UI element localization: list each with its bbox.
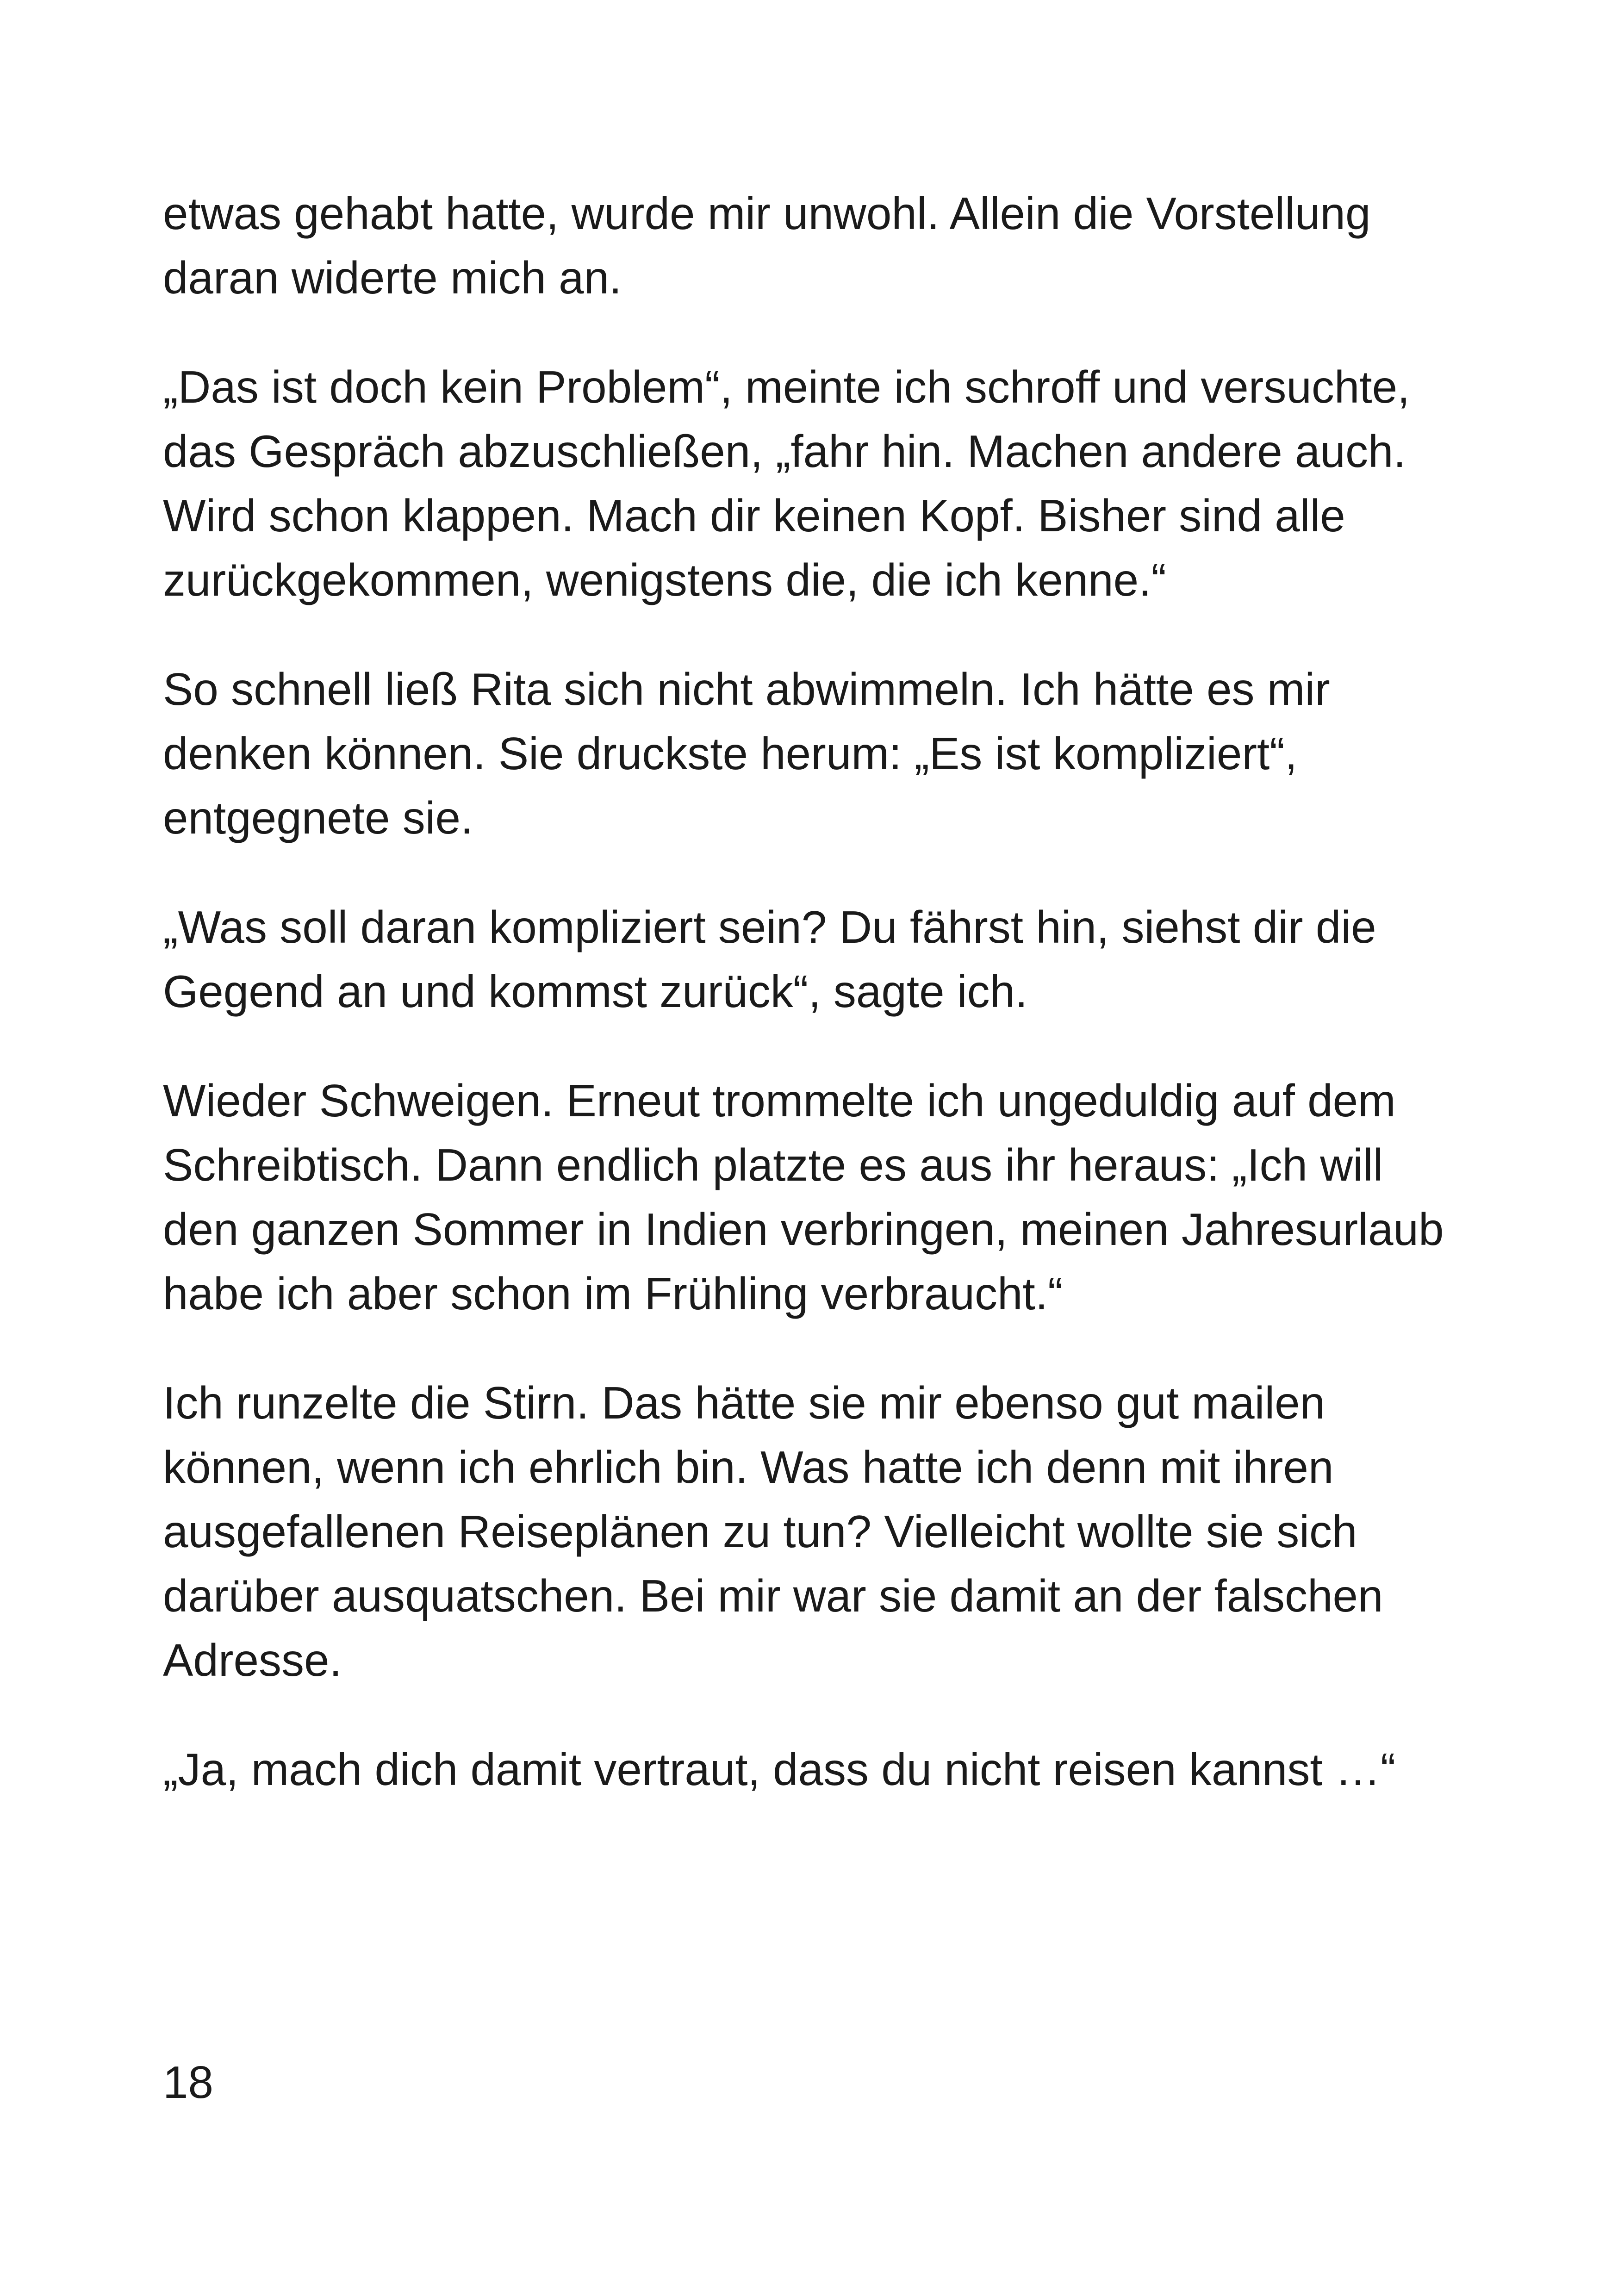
paragraph-7: „Ja, mach dich damit vertraut, dass du nicht reisen kannst …“ — [163, 1744, 1396, 1795]
page-number: 18 — [163, 2057, 214, 2108]
paragraph-1: etwas gehabt hatte, wurde mir unwohl. Allein die Vorstellung daran widerte mich an. — [163, 188, 1371, 303]
paragraph-5: Wieder Schweigen. Erneut trommelte ich ungeduldig auf dem Schreibtisch. Dann endlich platzte es aus ihr heraus: „Ich will den ganzen Sommer in Indien verbringen, meinen Jahresurlaub habe ich aber schon im Frühling verbraucht.“ — [163, 1075, 1444, 1319]
paragraph-4: „Was soll daran kompliziert sein? Du fährst hin, siehst dir die Gegend an und kommst zurück“, sagte ich. — [163, 902, 1376, 1017]
paragraph-6: Ich runzelte die Stirn. Das hätte sie mir ebenso gut mailen können, wenn ich ehrlich bin. Was hatte ich denn mit ihren ausgefallenen Reiseplänen zu tun? Vielleicht wollte sie sich darüber ausquatschen. Bei mir war sie damit an der falschen Adresse. — [163, 1377, 1383, 1686]
paragraph-2: „Das ist doch kein Problem“, meinte ich schroff und versuchte, das Gespräch abzuschließen, „fahr hin. Machen andere auch. Wird schon klappen. Mach dir keinen Kopf. Bisher sind alle zurückgekommen, wenigstens die, die ich kenne.“ — [163, 361, 1410, 605]
paragraph-3: So schnell ließ Rita sich nicht abwimmeln. Ich hätte es mir denken können. Sie druckste herum: „Es ist kompliziert“, entgegnete sie. — [163, 664, 1330, 843]
text-body — [163, 181, 1459, 1847]
